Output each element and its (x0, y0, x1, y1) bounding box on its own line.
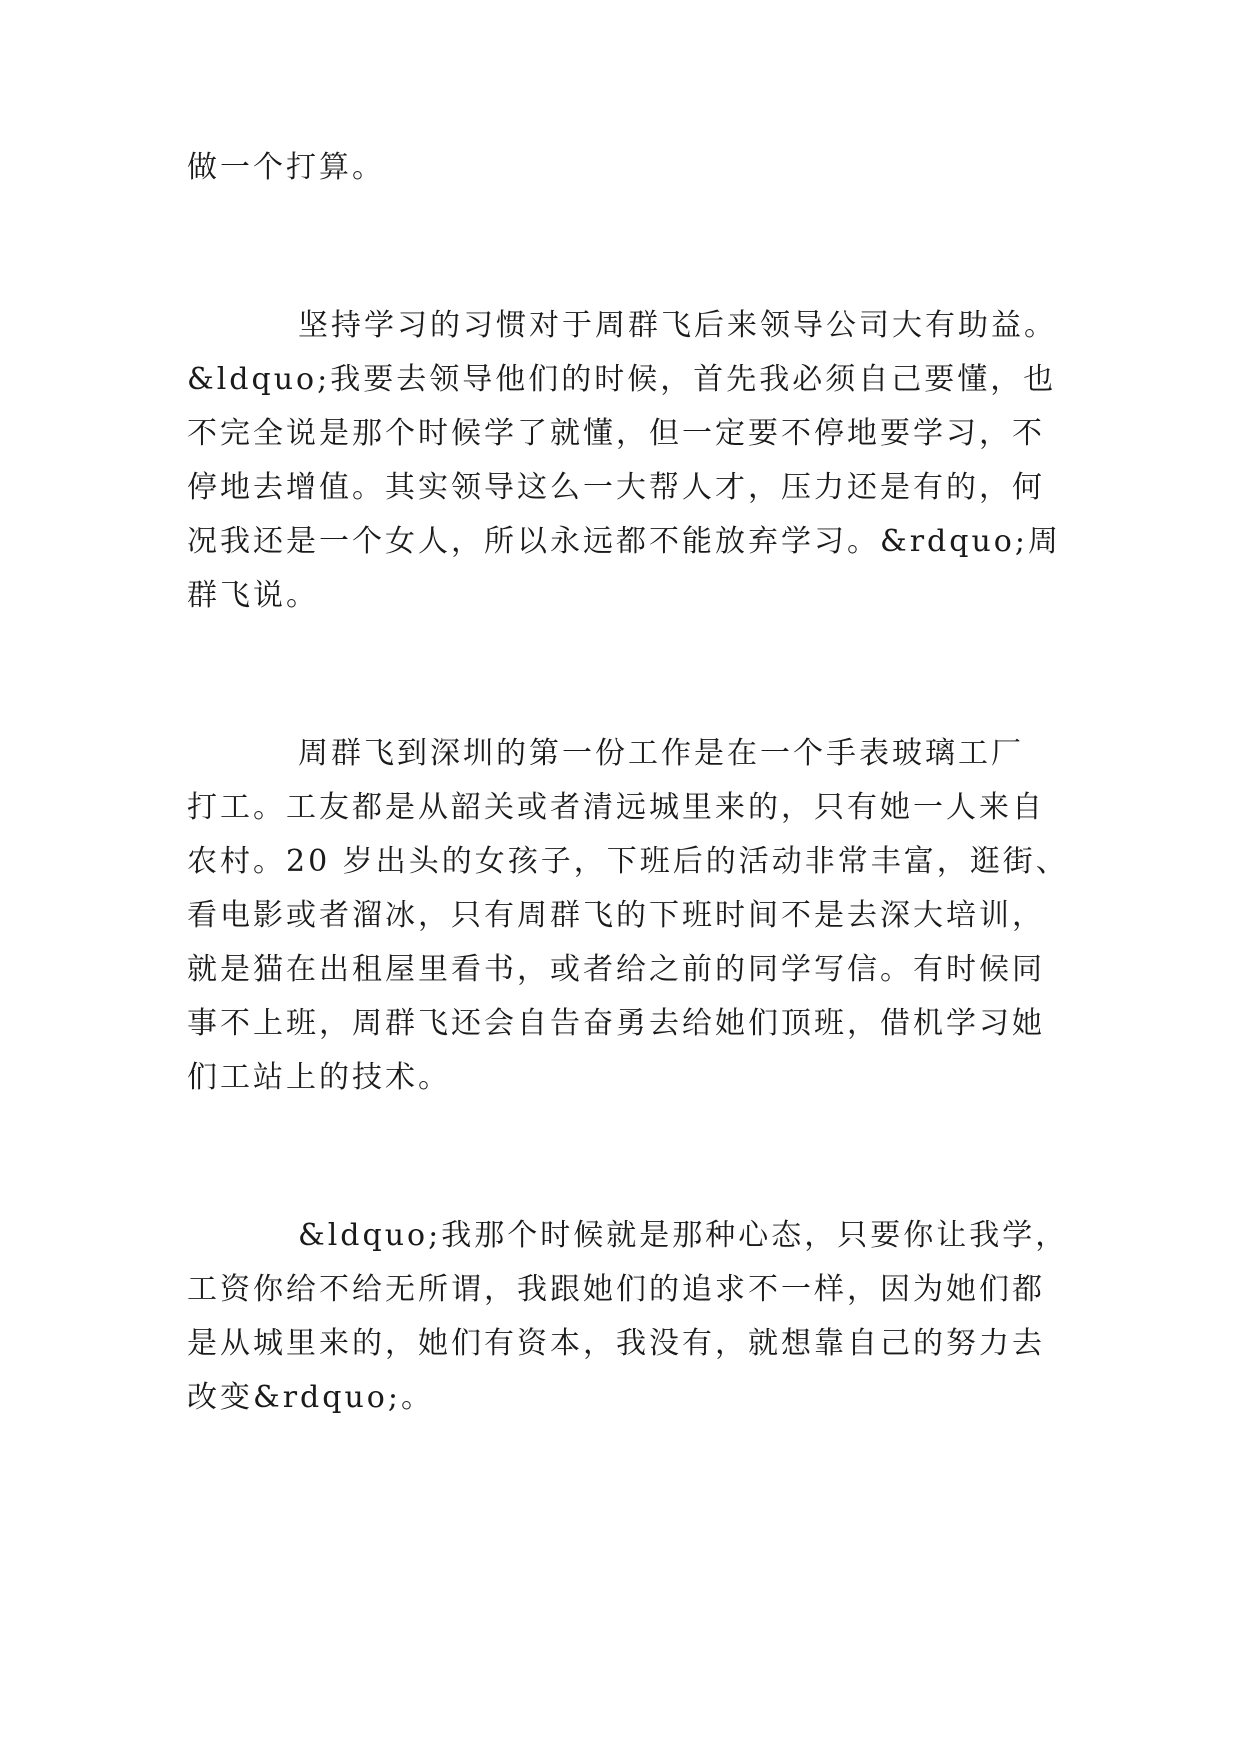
text-line: 坚持学习的习惯对于周群飞后来领导公司大有助益。 (298, 308, 1057, 343)
text-line: 看电影或者溜冰，只有周群飞的下班时间不是去深大培训， (187, 898, 1045, 933)
text-line: 就是猫在出租屋里看书，或者给之前的同学写信。有时候同 (187, 952, 1045, 987)
text-line: 们工站上的技术。 (187, 1060, 451, 1095)
text-line: 周群飞到深圳的第一份工作是在一个手表玻璃工厂 (298, 736, 1024, 771)
text-line: 况我还是一个女人，所以永远都不能放弃学习。&rdquo;周 (187, 524, 1061, 559)
text-line: 是从城里来的，她们有资本，我没有，就想靠自己的努力去 (187, 1326, 1045, 1361)
text-line: 工资你给不给无所谓，我跟她们的追求不一样，因为她们都 (187, 1272, 1045, 1307)
text-line: 农村。20 岁出头的女孩子，下班后的活动非常丰富，逛街、 (187, 844, 1069, 879)
text-line: 不完全说是那个时候学了就懂，但一定要不停地要学习，不 (187, 416, 1045, 451)
text-line: &ldquo;我那个时候就是那种心态，只要你让我学， (298, 1218, 1069, 1253)
text-line: 事不上班，周群飞还会自告奋勇去给她们顶班，借机学习她 (187, 1006, 1045, 1041)
text-line: &ldquo;我要去领导他们的时候，首先我必须自己要懂，也 (187, 362, 1057, 397)
text-line: 群飞说。 (187, 578, 319, 613)
text-line: 打工。工友都是从韶关或者清远城里来的，只有她一人来自 (187, 790, 1045, 825)
text-line: 停地去增值。其实领导这么一大帮人才，压力还是有的，何 (187, 470, 1045, 505)
text-line: 做一个打算。 (187, 150, 385, 185)
text-line: 改变&rdquo;。 (187, 1380, 434, 1415)
